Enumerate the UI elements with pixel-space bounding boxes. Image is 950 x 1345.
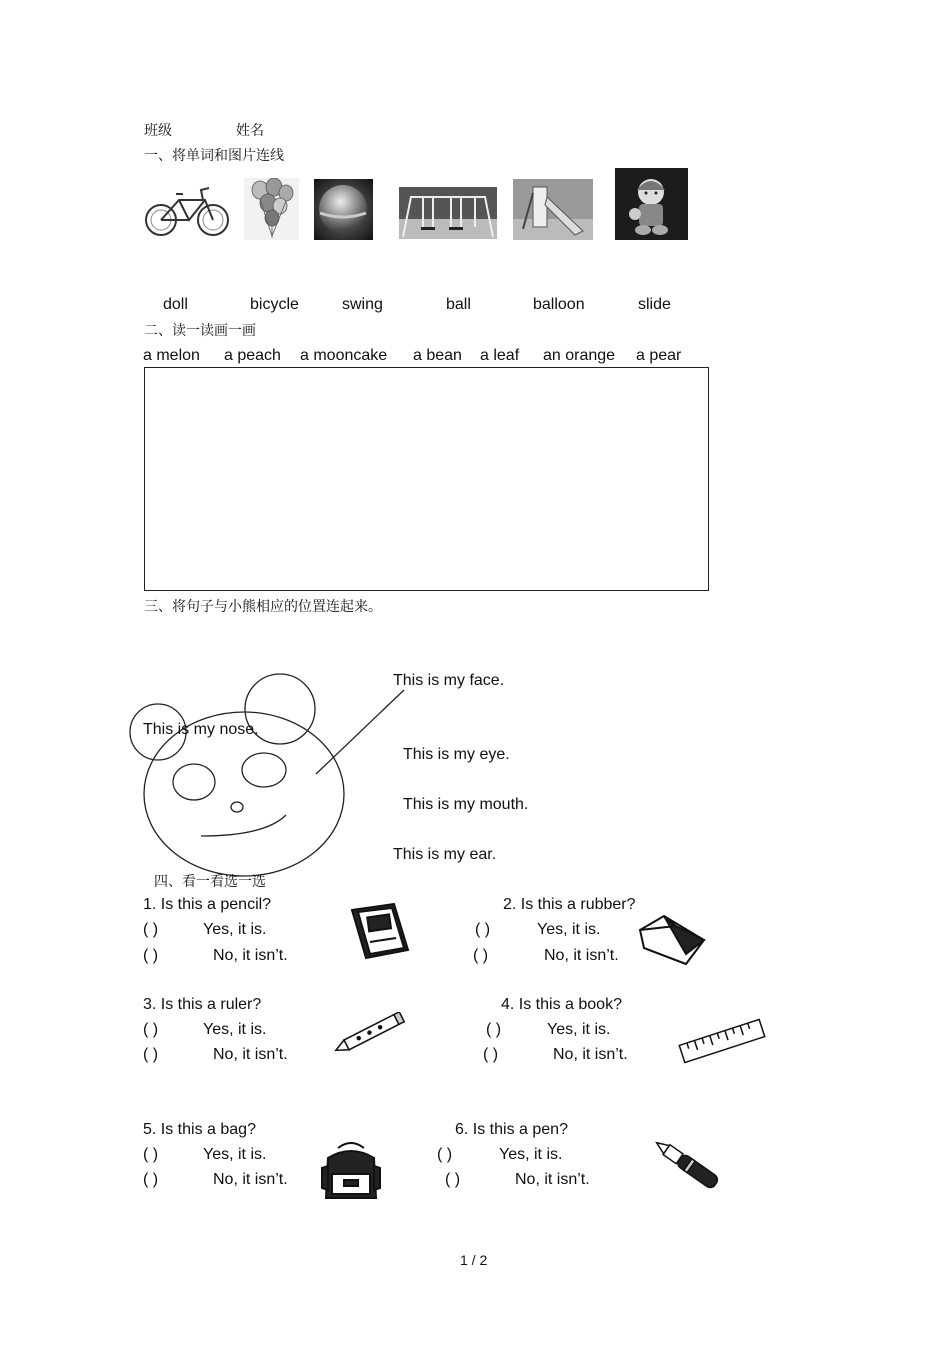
draw-word: a melon [143, 347, 200, 364]
section4-title: 四、看一看选一选 [154, 874, 266, 890]
answer-bracket[interactable]: ( ) [143, 1171, 159, 1188]
section3-title: 三、将句子与小熊相应的位置连起来。 [144, 599, 382, 615]
draw-word: a pear [636, 347, 682, 364]
word-swing: swing [342, 296, 383, 313]
book-picture [348, 902, 412, 960]
answer-no: No, it isn’t. [213, 1171, 288, 1188]
balloons-picture [244, 178, 299, 240]
sentence-face: This is my face. [393, 672, 505, 689]
question-5: 5. Is this a bag? [143, 1121, 256, 1138]
answer-no: No, it isn’t. [213, 947, 288, 964]
sentence-eye: This is my eye. [403, 746, 510, 763]
pen-picture [648, 1136, 726, 1192]
answer-yes: Yes, it is. [537, 921, 601, 938]
doll-picture [615, 168, 688, 240]
slide-picture [513, 179, 593, 240]
section1-title: 一、将单词和图片连线 [144, 148, 284, 164]
answer-bracket[interactable]: ( ) [473, 947, 489, 964]
answer-bracket[interactable]: ( ) [486, 1021, 502, 1038]
swing-picture [399, 187, 497, 239]
answer-yes: Yes, it is. [203, 1021, 267, 1038]
question-4: 4. Is this a book? [501, 996, 622, 1013]
bicycle-picture [143, 174, 231, 240]
answer-bracket[interactable]: ( ) [475, 921, 491, 938]
bag-picture [318, 1140, 384, 1204]
page-number: 1 / 2 [460, 1252, 488, 1268]
answer-no: No, it isn’t. [515, 1171, 590, 1188]
answer-bracket[interactable]: ( ) [143, 947, 159, 964]
sentence-nose: This is my nose. [143, 721, 259, 738]
answer-yes: Yes, it is. [499, 1146, 563, 1163]
rubber-picture [634, 912, 708, 974]
question-1: 1. Is this a pencil? [143, 896, 272, 913]
answer-bracket[interactable]: ( ) [143, 1146, 159, 1163]
answer-bracket[interactable]: ( ) [143, 1046, 159, 1063]
pencil-picture [330, 1012, 408, 1056]
question-2: 2. Is this a rubber? [503, 896, 636, 913]
class-label: 班级 [144, 123, 172, 139]
bear-face-drawing [125, 672, 415, 882]
ball-picture [314, 179, 373, 240]
answer-yes: Yes, it is. [203, 1146, 267, 1163]
ruler-picture [676, 1014, 768, 1068]
question-3: 3. Is this a ruler? [143, 996, 262, 1013]
answer-yes: Yes, it is. [547, 1021, 611, 1038]
word-doll: doll [163, 296, 188, 313]
answer-yes: Yes, it is. [203, 921, 267, 938]
answer-bracket[interactable]: ( ) [483, 1046, 499, 1063]
word-slide: slide [638, 296, 671, 313]
draw-word: a bean [413, 347, 462, 364]
answer-bracket[interactable]: ( ) [143, 921, 159, 938]
answer-bracket[interactable]: ( ) [143, 1021, 159, 1038]
name-label: 姓名 [236, 123, 264, 139]
answer-bracket[interactable]: ( ) [437, 1146, 453, 1163]
draw-word: an orange [543, 347, 616, 364]
draw-word: a mooncake [300, 347, 388, 364]
section2-title: 二、读一读画一画 [144, 323, 256, 339]
draw-word: a leaf [480, 347, 520, 364]
word-bicycle: bicycle [250, 296, 299, 313]
answer-no: No, it isn’t. [213, 1046, 288, 1063]
draw-word: a peach [224, 347, 281, 364]
answer-no: No, it isn’t. [553, 1046, 628, 1063]
sentence-ear: This is my ear. [393, 846, 497, 863]
answer-no: No, it isn’t. [544, 947, 619, 964]
drawing-box[interactable] [144, 367, 709, 591]
answer-bracket[interactable]: ( ) [445, 1171, 461, 1188]
word-ball: ball [446, 296, 471, 313]
question-6: 6. Is this a pen? [455, 1121, 568, 1138]
word-balloon: balloon [533, 296, 585, 313]
sentence-mouth: This is my mouth. [403, 796, 529, 813]
